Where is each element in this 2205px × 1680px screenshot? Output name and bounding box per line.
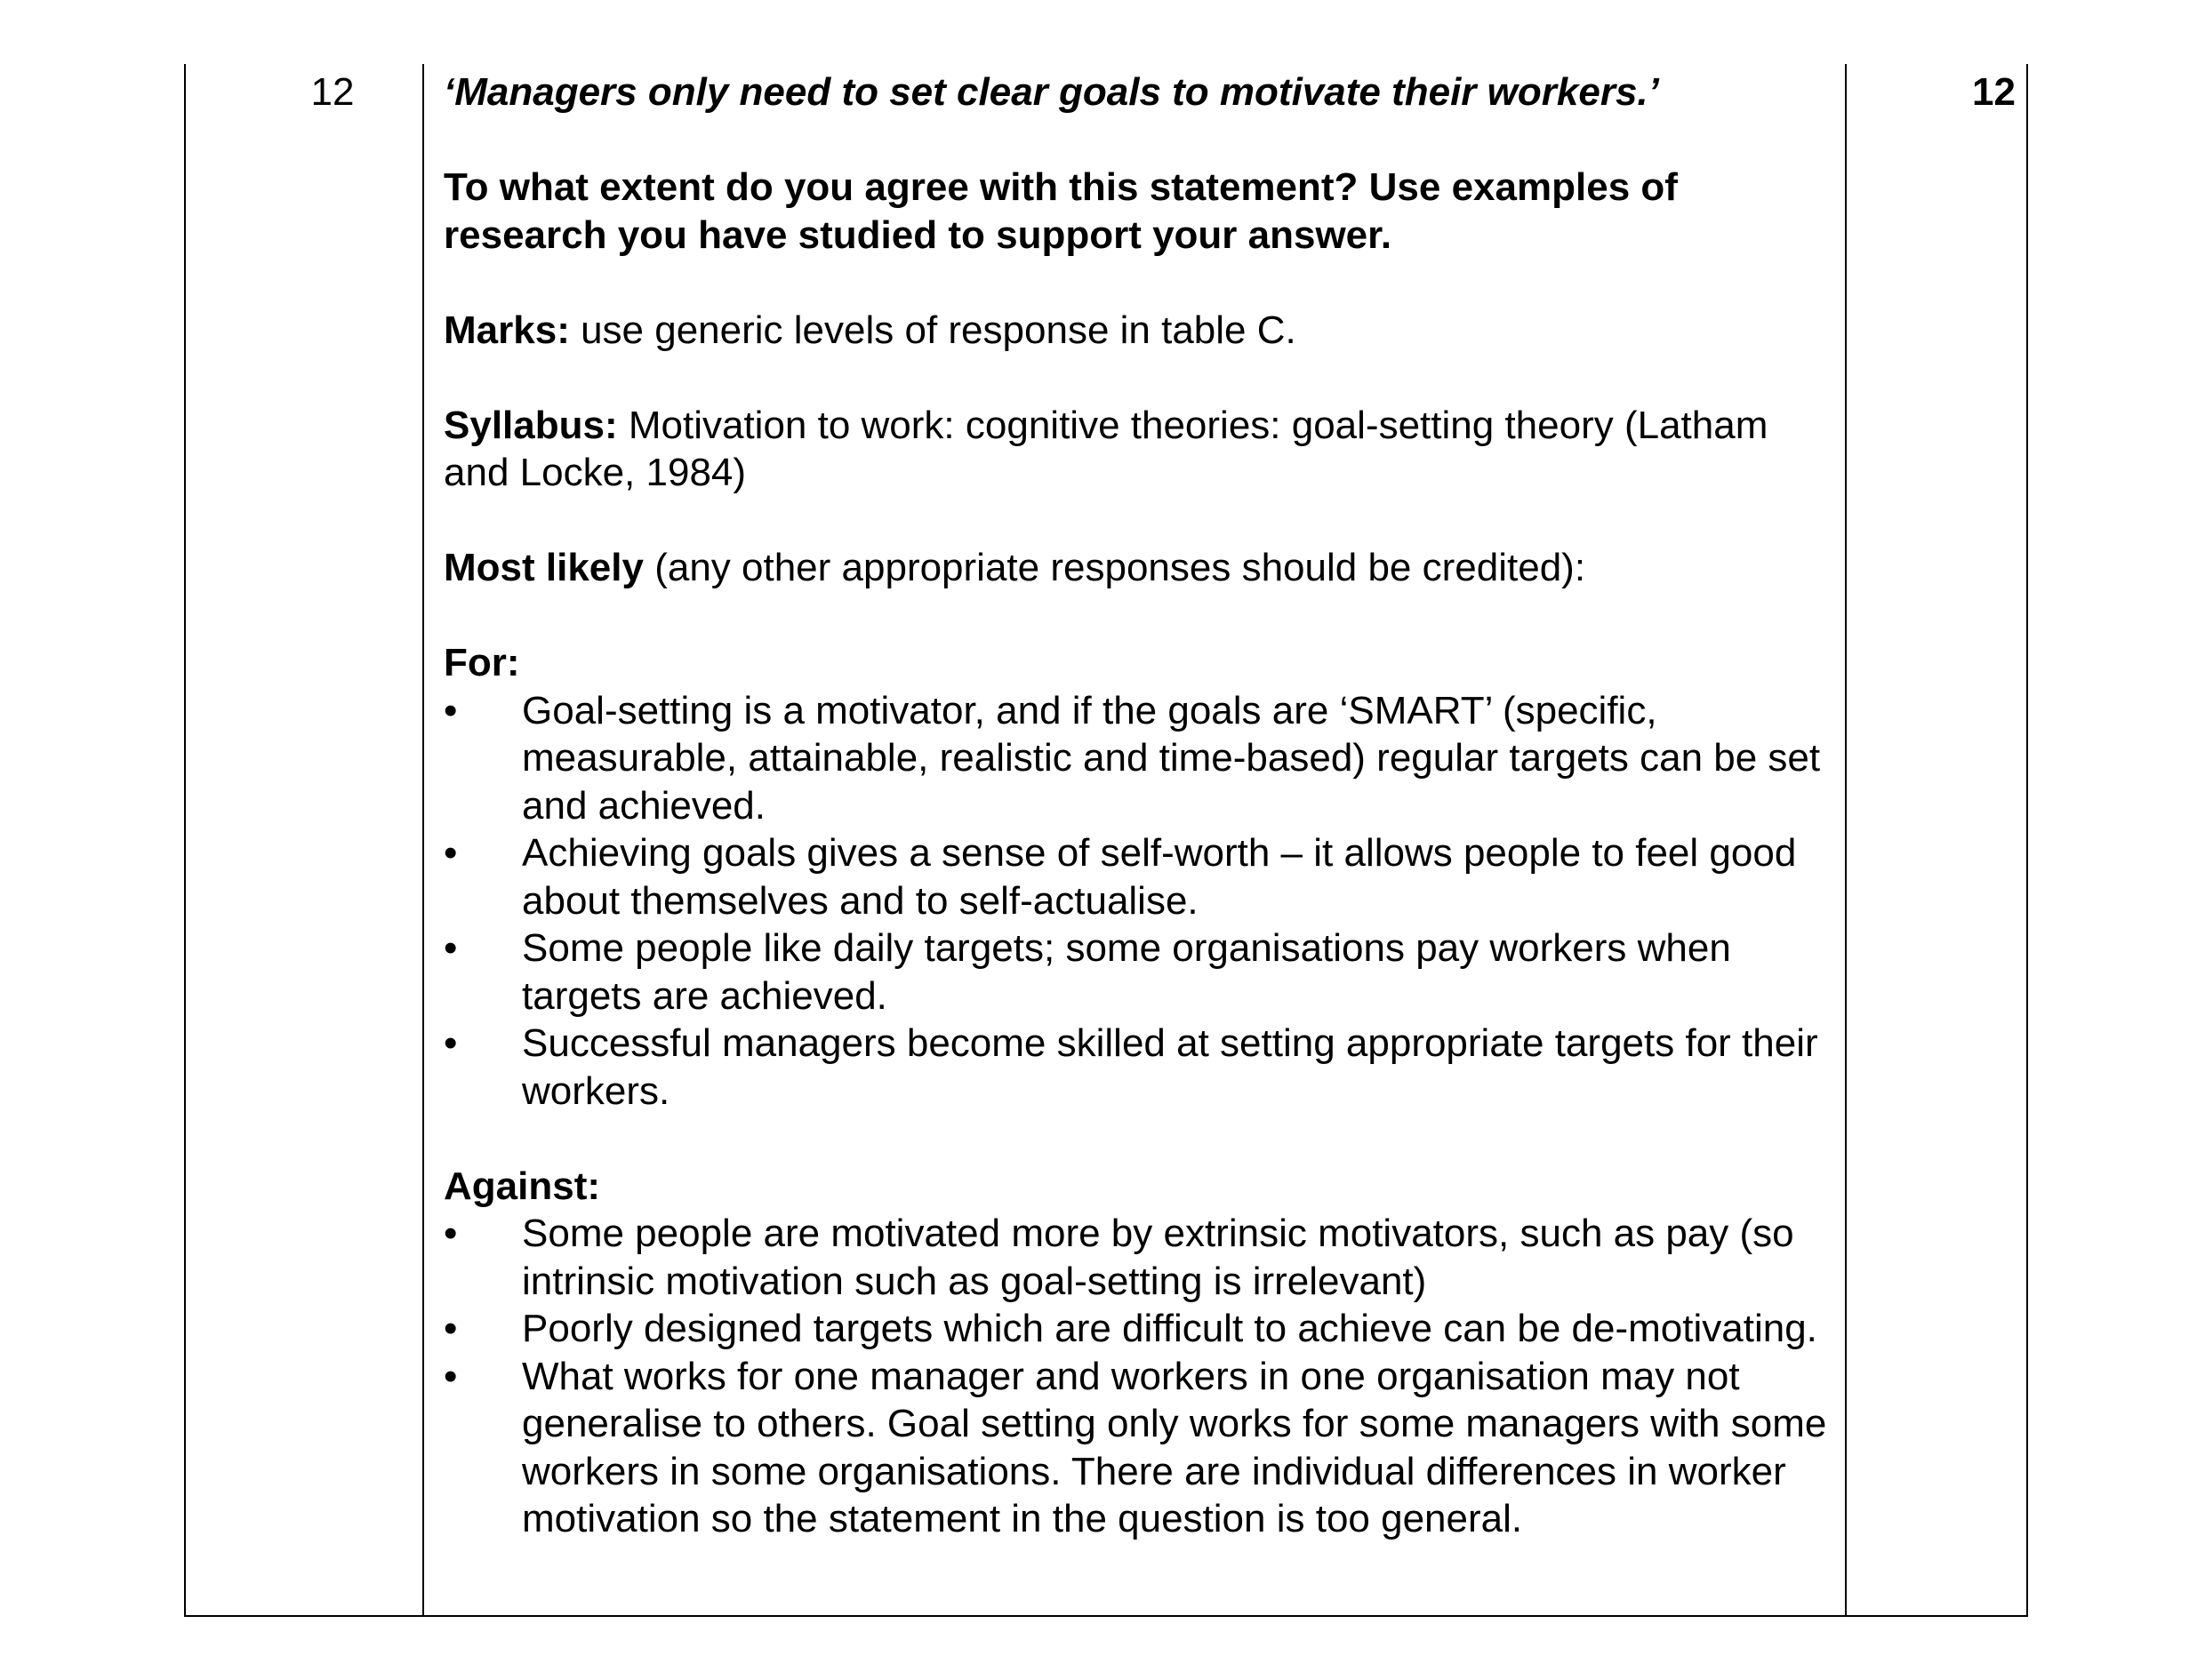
bullet-icon: • [444,926,458,970]
most-likely-text: (any other appropriate responses should be credited): [643,546,1586,589]
marks-label: Marks: [444,308,570,352]
bullet-icon: • [444,1021,458,1065]
bullet-icon: • [444,1354,458,1398]
for-list [444,687,1831,1116]
list-item: • Some people are motivated more by extrinsic motivators, such as pay (so intrinsic motivation such as goal-setting is irrelevant) [444,1212,1794,1303]
bullet-icon: • [444,688,458,732]
marks-text: use generic levels of response in table C. [569,308,1296,352]
syllabus-line [444,402,1831,497]
column-divider [422,64,424,1615]
syllabus-text: Motivation to work: cognitive theories: goal-setting theory (Latham and Locke, 1984) [444,403,1768,494]
against-heading: Against: [444,1164,600,1208]
column-divider [1845,64,1847,1615]
syllabus-label: Syllabus: [444,403,618,447]
question-prompt: To what extent do you agree with this statement? Use examples of research you have studied to support your answer. [444,165,1678,257]
bullet-icon: • [444,1212,458,1255]
total-marks: 12 [1972,70,2016,114]
list-item: • Some people like daily targets; some organisations pay workers when targets are achieved. [444,926,1731,1018]
bullet-icon: • [444,831,458,875]
most-likely-label: Most likely [444,546,644,589]
against-list [444,1210,1831,1543]
bullet-icon: • [444,1307,458,1350]
answer-guidance [444,68,1831,1543]
list-item: • Successful managers become skilled at setting appropriate targets for their workers. [444,1021,1818,1113]
most-likely-line [444,544,1831,592]
list-item: • Goal-setting is a motivator, and if the goals are ‘SMART’ (specific, measurable, attainable, realistic and time-based) regular targets can be set and achieved. [444,688,1821,828]
question-number: 12 [310,70,355,114]
question-statement: ‘Managers only need to set clear goals to motivate their workers.’ [444,70,1659,114]
for-heading: For: [444,641,520,684]
list-item: • Poorly designed targets which are difficult to achieve can be de-motivating. [444,1305,1831,1353]
mark-scheme-table [184,64,2028,1617]
marks-line [444,307,1831,355]
list-item: • What works for one manager and workers in one organisation may not generalise to others. Goal setting only works for some managers with some workers in some organisations. There are individual differences in worker motivation so the statement in the question is too general. [444,1354,1827,1540]
list-item: • Achieving goals gives a sense of self-worth – it allows people to feel good about themselves and to self-actualise. [444,831,1797,923]
